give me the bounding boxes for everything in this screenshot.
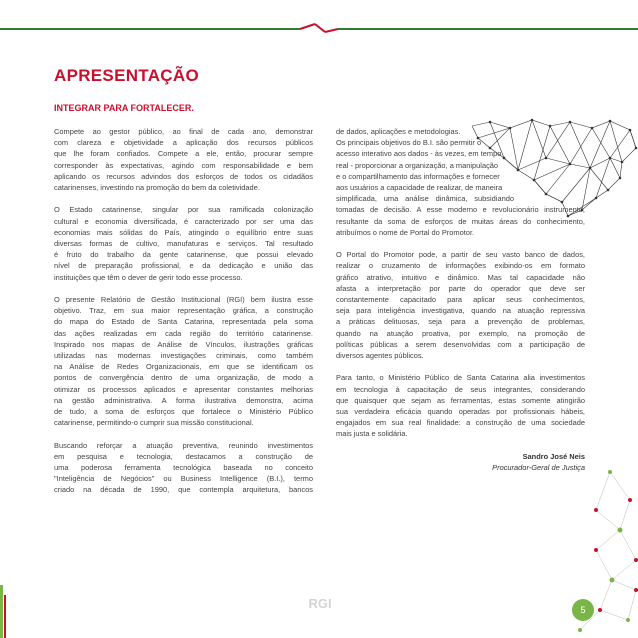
text-line: constantemente capacitado para aplicar seus conhecimentos,	[336, 295, 585, 305]
text-line: quando na atuação proativa, por exemplo, na promoção de	[336, 328, 585, 338]
footer-network-decoration-icon	[500, 470, 638, 638]
text-line: Para tanto, o Ministério Público de Santa Catarina alia investimentos	[336, 373, 585, 383]
text-line: acesso interativo aos dados - às vezes, em tempo	[336, 149, 502, 159]
text-line: de tudo, a soma de esforços que fortalece o Ministério Público	[54, 407, 313, 417]
text-line: gráfico atrativo, intuitivo e dinâmico. Mas tal capacidade não	[336, 272, 585, 282]
text-line: das ações realizadas em cada região do território catarinense.	[54, 328, 313, 338]
right-text-column	[336, 126, 585, 473]
text-line: O Portal do Promotor pode, a partir de seu vasto banco de dados,	[336, 250, 585, 260]
text-line: objetivo. Traz, em sua maior representação gráfica, a construção	[54, 306, 313, 316]
text-line: engajados em sua real finalidade: a construção de uma sociedade	[336, 418, 585, 428]
text-line: e o compartilhamento das informações e fornecer	[336, 171, 500, 181]
text-line: é fruto do trabalho da gente catarinense, que possui elevado	[54, 250, 313, 260]
page-number-badge: 5	[572, 599, 594, 621]
text-line: com clareza e objetividade a aplicação dos recursos públicos	[54, 138, 313, 148]
text-line: em tecnologia à capacitação de seus integrantes, considerando	[336, 384, 585, 394]
text-line: mais justa e solidária.	[336, 429, 408, 439]
text-line: uma poderosa ferramenta tecnológica baseada no conceito	[54, 463, 313, 473]
paragraph	[54, 204, 313, 282]
text-line: corresponder às expectativas, agindo com responsabilidade e bem	[54, 160, 313, 170]
text-line: catarinenses, investindo na promoção do bem da coletividade.	[54, 183, 260, 193]
text-line: simplificada, uma análise dinâmica, subsidiando	[336, 194, 514, 204]
text-line: realizar o cruzamento de informações exibindo-os em formato	[336, 261, 585, 271]
text-line: nível de preparação profissional, e da dedicação e união das	[54, 261, 313, 271]
text-line: em pesquisa e tecnologia, destacamos a construção de	[54, 451, 313, 461]
text-line: sua verdadeira eficácia quando operadas por profissionais hábeis,	[336, 407, 585, 417]
text-line: afasta a interpretação por parte do operador que deve ser	[336, 283, 585, 293]
rgi-logo	[305, 594, 335, 612]
text-line: aos usuários a capacidade de realizar, de maneira	[336, 183, 503, 193]
page-title: APRESENTAÇÃO	[54, 66, 199, 85]
text-line: resultante da soma de esforços de muitas áreas do conhecimento,	[336, 216, 585, 226]
text-line: real - proporcionar a organização, a manipulação	[336, 160, 499, 170]
text-line: políticas públicas a serem desenvolvidas com a participação de	[336, 339, 585, 349]
text-line: O presente Relatório de Gestão Institucional (RGI) bem ilustra esse	[54, 295, 313, 305]
text-line: utilizadas nas modernas investigações criminais, como também	[54, 351, 313, 361]
text-line: Os principais objetivos do B.I. são permitir o	[336, 138, 482, 148]
text-line: Compete ao gestor público, ao final de cada ano, demonstrar	[54, 127, 313, 136]
text-line: O Estado catarinense, singular por sua ramificada colonização	[54, 205, 313, 215]
text-line: tomadas de decisão. A esse moderno e revolucionário instrumento,	[336, 205, 585, 215]
text-line: de dados, aplicações e metodologias.	[336, 127, 461, 136]
header-decorative-rule	[0, 19, 638, 35]
text-line: diversas formas de cultivo, manufaturas e serviços. Tal resultado	[54, 239, 313, 249]
text-line: aplicando os recursos advindos dos esforços de todos os cidadãos	[54, 171, 313, 181]
paragraph	[336, 126, 585, 238]
text-line: que lhe foram confiados. Compete a ele, então, procurar sempre	[54, 149, 313, 159]
text-line: Inspirado nos mapas de Análise de Vínculos, ilustrações gráficas	[54, 339, 313, 349]
text-line: otimizar os processos aplicados e apresentar constantes melhorias	[54, 384, 313, 394]
signature-role: Procurador-Geral de Justiça	[492, 463, 585, 473]
paragraph	[54, 294, 313, 428]
paragraph	[336, 372, 585, 439]
text-line: na gestão administrativa. A forma ilustrativa demonstra, acima	[54, 395, 313, 405]
text-line: catarinense, permitindo-o cumprir sua missão constitucional.	[54, 418, 254, 428]
text-line: atribuímos o nome de Portal do Promotor.	[336, 227, 475, 237]
text-line: a práticas delituosas, seja para a prevenção de problemas,	[336, 317, 585, 327]
footer-left-accent	[0, 585, 8, 638]
text-line: pontos de convergência dentro de uma organização, de modo a	[54, 373, 313, 383]
text-line: "Inteligência de Negócios" ou Business Intelligence (B.I.), termo	[54, 474, 313, 484]
left-text-column	[54, 126, 313, 507]
text-line: que quaisquer que sejam as ferramentas, estas somente atingirão	[336, 395, 585, 405]
text-line: na Análise de Redes Organizacionais, em que se identificam os	[54, 362, 313, 372]
paragraph	[54, 126, 313, 193]
signature-name: Sandro José Neis	[522, 451, 585, 461]
rgi-logo-text: RGI	[308, 596, 332, 611]
text-line: do mapa do Estado de Santa Catarina, representada pela soma	[54, 317, 313, 327]
paragraph	[336, 249, 585, 361]
text-line: Buscando reforçar a atuação preventiva, reunindo investimentos	[54, 440, 313, 450]
text-line: economias mais sólidas do País, atingindo o equilíbrio entre suas	[54, 227, 313, 237]
paragraph	[54, 440, 313, 496]
text-line: seja para inteligência investigativa, quando na atuação repressiva	[336, 306, 585, 316]
page-subtitle: INTEGRAR PARA FORTALECER.	[54, 103, 194, 113]
text-line: criado na década de 1990, que contempla arquitetura, bancos	[54, 485, 313, 495]
text-line: diversos agentes públicos.	[336, 351, 424, 361]
text-line: cultural e economia diversificada, é caracterizado por ser uma das	[54, 216, 313, 226]
text-line: instituições que têm o dever de gerir todo esse processo.	[54, 272, 243, 282]
